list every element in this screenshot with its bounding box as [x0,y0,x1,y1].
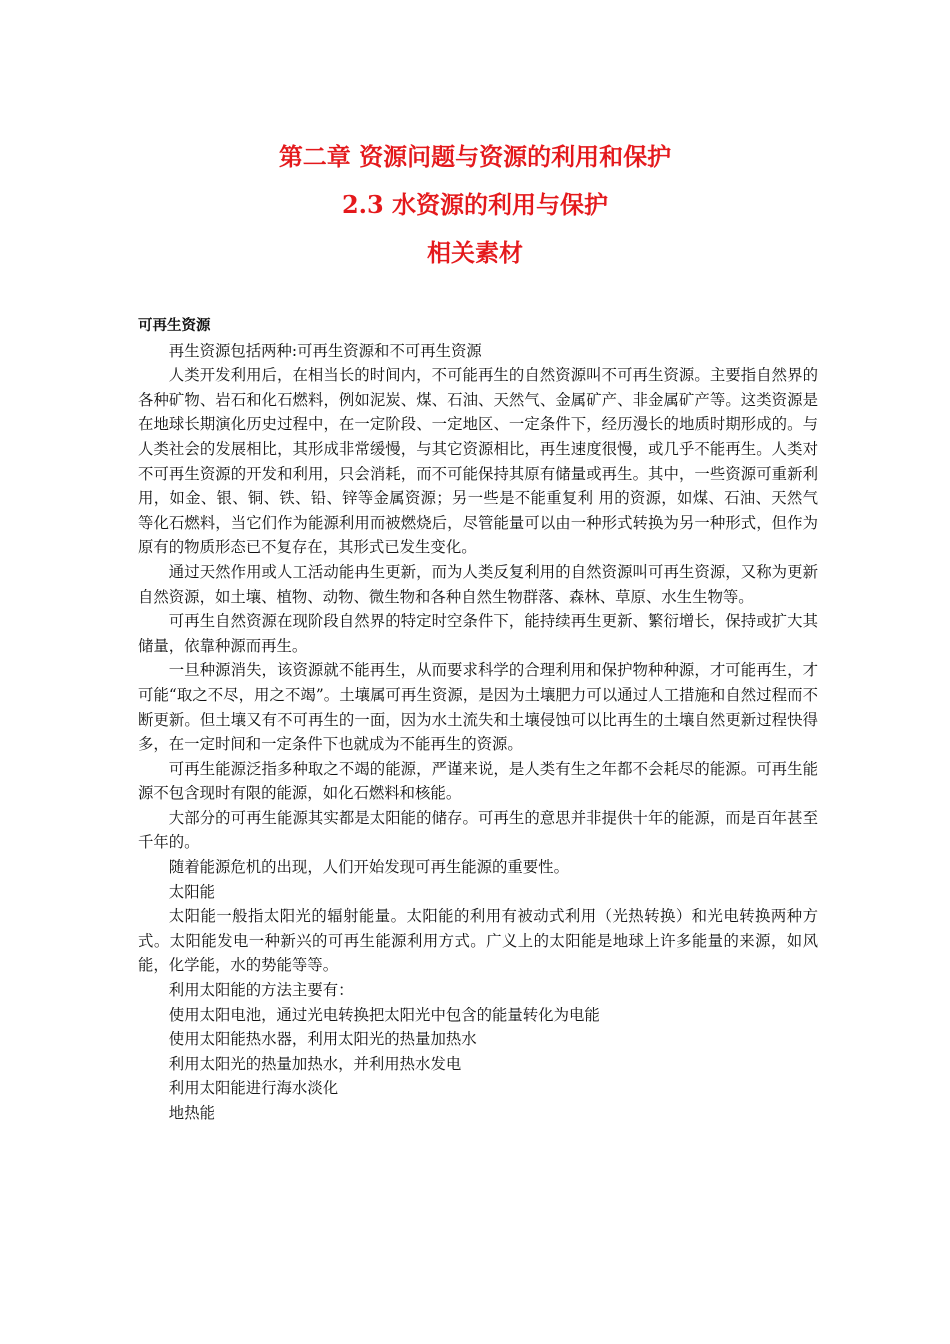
paragraph: 一旦种源消失，该资源就不能再生，从而要求科学的合理利用和保护物种种源，才可能再生，才可能“取之不尽，用之不竭”。土壤属可再生资源，是因为土壤肥力可以通过人工措施和自然过程而不断更新。但土壤又有不可再生的一面，因为水土流失和土壤侵蚀可以比再生的土壤自然更新过程快得多，在一定时间和一定条件下也就成为不能再生的资源。 [138,661,818,754]
paragraph: 太阳能 [168,882,215,901]
title-block [0,133,950,277]
list-item: 使用太阳能热水器，利用太阳光的热量加热水 [168,1030,477,1049]
subtitle: 相关素材 [427,238,523,267]
paragraph: 可再生能源泛指多种取之不竭的能源，严谨来说，是人类有生之年都不会耗尽的能源。可再生能源不包含现时有限的能源，如化石燃料和核能。 [138,759,818,803]
section-heading: 可再生资源 [138,318,211,334]
paragraph: 人类开发利用后，在相当长的时间内，不可能再生的自然资源叫不可再生资源。主要指自然界的各种矿物、岩石和化石燃料，例如泥炭、煤、石油、天然气、金属矿产、非金属矿产等。这类资源是在地球长期演化历史过程中，在一定阶段、一定地区、一定条件下，经历漫长的地质时期形成的。与人类社会的发展相比，其形成非常缓慢，与其它资源相比，再生速度很慢，或几乎不能再生。人类对不可再生资源的开发和利用，只会消耗，而不可能保持其原有储量或再生。其中，一些资源可重新利用，如金、银、铜、铁、铅、锌等金属资源；另一些是不能重复利 用的资源，如煤、石油、天然气等化石燃料，当它们作为能源利用而被燃烧后，尽管能量可以由一种形式转换为另一种形式，但作为原有的物质形态已不复存在，其形式已发生变化。 [138,366,818,557]
list-item: 利用太阳能进行海水淡化 [168,1079,339,1098]
paragraph: 通过天然作用或人工活动能冉生更新，而为人类反复利用的自然资源叫可再生资源，又称为更新自然资源，如土壤、植物、动物、微生物和各种自然生物群落、森林、草原、水生生物等。 [138,562,818,606]
paragraph: 太阳能一般指太阳光的辐射能量。太阳能的利用有被动式利用（光热转换）和光电转换两种方式。太阳能发电一种新兴的可再生能源利用方式。广义上的太阳能是地球上许多能量的来源，如风能，化学能，水的势能等等。 [138,907,818,975]
body-text [138,314,818,1126]
paragraph: 大部分的可再生能源其实都是太阳能的储存。可再生的意思并非提供十年的能源，而是百年甚至千年的。 [138,808,818,852]
list-item: 利用太阳光的热量加热水，并利用热水发电 [168,1054,462,1073]
list-item: 利用太阳能的方法主要有： [168,981,354,1000]
paragraph: 随着能源危机的出现，人们开始发现可再生能源的重要性。 [168,858,569,877]
list-item: 使用太阳电池，通过光电转换把太阳光中包含的能量转化为电能 [168,1005,600,1024]
chapter-title: 第二章 资源问题与资源的利用和保护 [278,142,672,171]
paragraph: 地热能 [168,1104,215,1122]
paragraph: 可再生自然资源在现阶段自然界的特定时空条件下，能持续再生更新、繁衍增长，保持或扩大其储量，依靠种源而再生。 [138,612,818,655]
section-title: 2.3 水资源的利用与保护 [341,190,609,219]
paragraph: 再生资源包括两种:可再生资源和不可再生资源 [168,341,482,360]
